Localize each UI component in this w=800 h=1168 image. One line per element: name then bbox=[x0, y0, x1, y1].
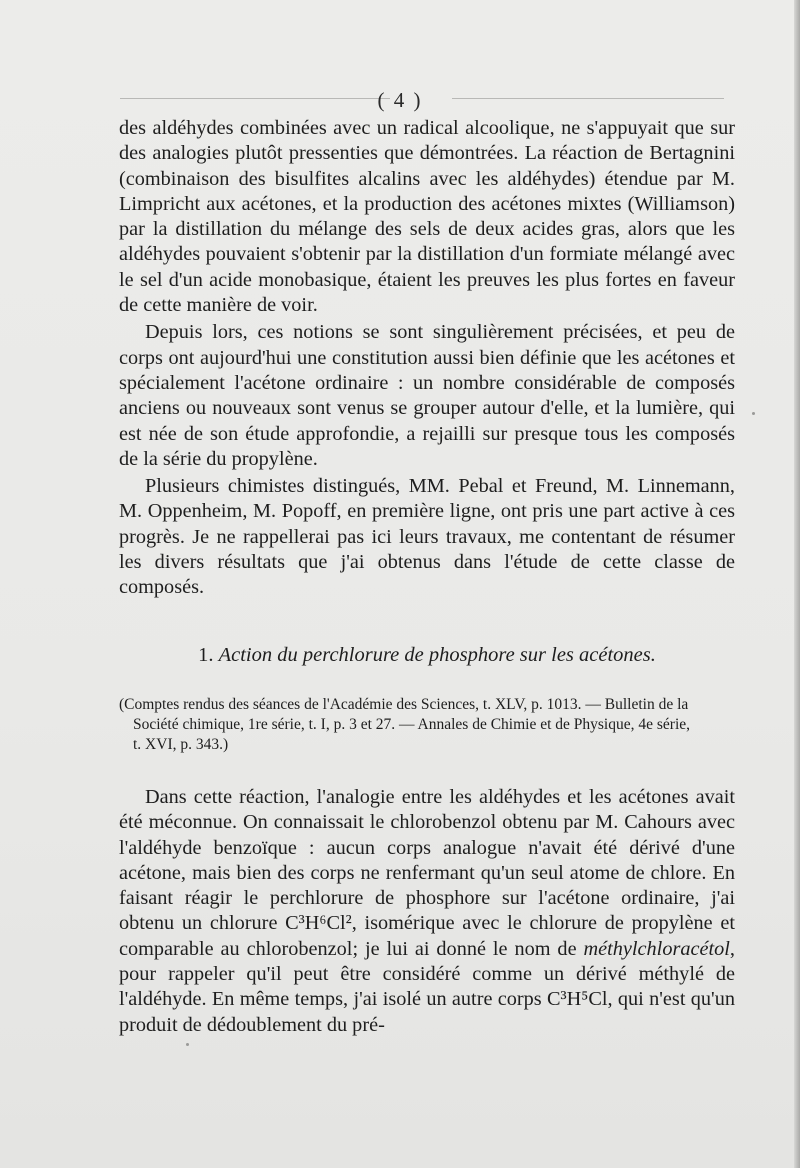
paper-speck bbox=[752, 412, 755, 415]
reference-line-2: Société chimique, 1re série, t. I, p. 3 et 27. — Annales de Chimie et de Physique, 4e série, bbox=[133, 715, 691, 733]
paragraph-1: des aldéhydes combinées avec un radical alcoolique, ne s'appuyait que sur des analogies plutôt pressenties que démontrées. La réaction de Bertagnini (combinaison des bisulfites alcalins avec les aldéhydes) étendue par M. Limpricht aux acétones, et la production des acétones mixtes (Williamson) par la distillation du mélange des sels de deux acides gras, alors que les aldéhydes pouvaient s'obtenir par la distillation d'un formiate mélangé avec le sel d'un acide monobasique, étaient les preuves les plus fortes en faveur de cette manière de voir. bbox=[119, 117, 735, 317]
paragraph-4 bbox=[119, 785, 735, 1038]
compound-name: méthylchloracétol bbox=[583, 937, 730, 960]
reference-line-1: (Comptes rendus des séances de l'Académie des Sciences, t. XLV, p. 1013. — Bulletin de la bbox=[119, 696, 689, 713]
paragraph-4-text-b: , pour rappeler qu'il peut être considéré comme un dérivé méthylé de l'aldéhyde. En même temps, j'ai isolé un autre corps C³H⁵Cl, qui n'est qu'un produit de dédoublement du pré- bbox=[119, 937, 735, 1036]
main-text bbox=[119, 116, 735, 601]
section-title: Action du perchlorure de phosphore sur les acétones. bbox=[218, 644, 656, 666]
continuation-text bbox=[119, 785, 735, 1038]
reference-line-3: t. XVI, p. 343.) bbox=[133, 735, 229, 753]
reference-note bbox=[119, 695, 735, 754]
section-heading bbox=[119, 644, 735, 667]
page-edge bbox=[794, 0, 800, 1168]
section-number: 1. bbox=[198, 644, 214, 666]
paragraph-3: Plusieurs chimistes distingués, MM. Pebal et Freund, M. Linnemann, M. Oppenheim, M. Popoff, en première ligne, ont pris une part active à ces progrès. Je ne rappellerai pas ici leurs travaux, me contentant de résumer les divers résultats que j'ai obtenus dans l'étude de cette classe de composés. bbox=[119, 475, 735, 599]
paragraph-2: Depuis lors, ces notions se sont singulièrement précisées, et peu de corps ont aujourd'hui une constitution aussi bien définie que les acétones et spécialement l'acétone ordinaire : un nombre considérable de composés anciens ou nouveaux sont venus se grouper autour d'elle, et la lumière, qui est née de son étude approfondie, a rejailli sur presque tous les composés de la série du propylène. bbox=[119, 321, 735, 470]
page-number: ( 4 ) bbox=[377, 88, 423, 112]
paragraph-4-text-a: Dans cette réaction, l'analogie entre les aldéhydes et les acétones avait été méconnue. On connaissait le chlorobenzol obtenu par M. Cahours avec l'aldéhyde benzoïque : aucun corps analogue n'avait été dérivé d'une acétone, mais bien des corps ne renfermant qu'un seul atome de chlore. En faisant réagir le perchlorure de phosphore sur l'acétone ordinaire, j'ai obtenu un chlorure C³H⁶Cl², isomérique avec le chlorure de propylène et comparable au chlorobenzol; je lui ai donné le nom de bbox=[119, 786, 735, 960]
paper-speck bbox=[186, 1043, 189, 1046]
